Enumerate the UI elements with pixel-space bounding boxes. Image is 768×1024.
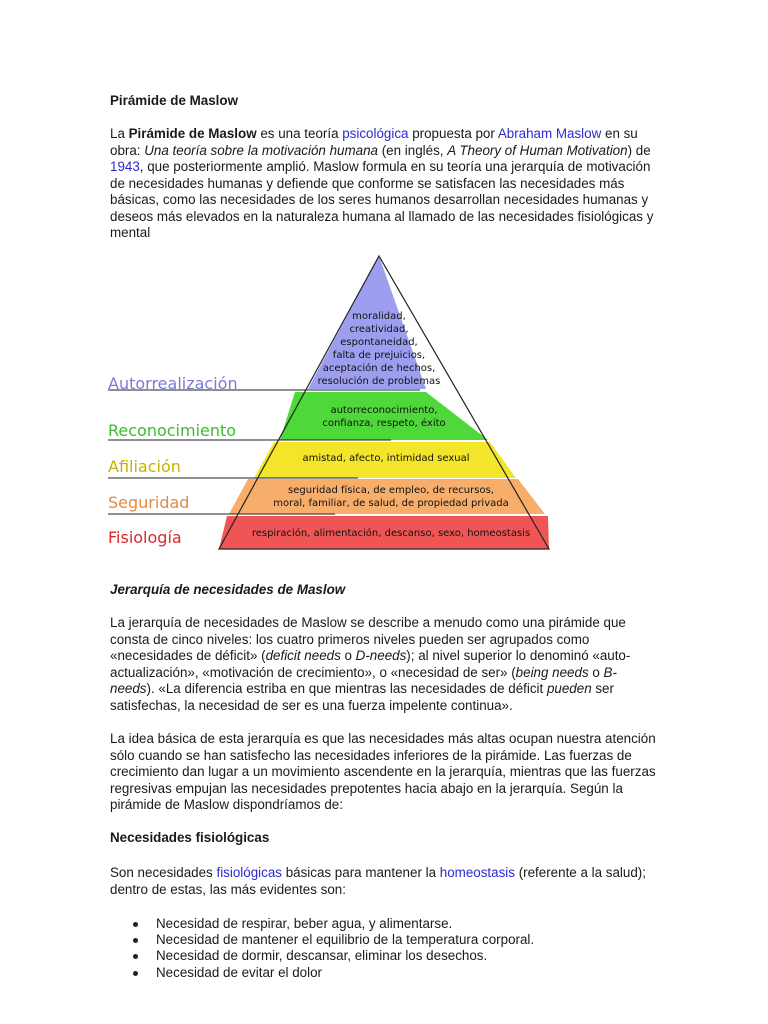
- list-item: Necesidad de respirar, beber agua, y alimentarse.: [110, 916, 658, 932]
- para-italic: D-needs: [355, 648, 407, 663]
- level-text: autorreconocimiento,: [330, 405, 438, 416]
- jerarquia-paragraph-2: La idea básica de esta jerarquía es que las necesidades más altas ocupan nuestra atención sólo cuando se han satisfecho las necesidades inferiores de la pirámide. Las fuerzas de crecimiento dan lugar a un movimiento ascendente en la jerarquía, mientras que las fuerzas regresivas empujan las necesidades prepotentes hacia abajo en la jerarquía. Según la pirámide de Maslow dispondríamos de:: [110, 731, 656, 812]
- page-title: Pirámide de Maslow: [110, 93, 238, 108]
- link-abraham-maslow[interactable]: Abraham Maslow: [497, 126, 602, 141]
- level-text: moral, familiar, de salud, de propiedad privada: [273, 498, 509, 509]
- intro-bold-term: Pirámide de Maslow: [128, 126, 257, 141]
- intro-italic-title: Una teoría sobre la motivación humana: [144, 142, 378, 158]
- level-label-fisiologia: Fisiología: [108, 528, 182, 547]
- link-1943[interactable]: 1943: [110, 159, 140, 174]
- para-italic: being needs: [515, 664, 589, 680]
- intro-text: en su obra:: [110, 126, 638, 158]
- link-fisiologicas[interactable]: fisiológicas: [216, 865, 282, 880]
- para-text: ). «La diferencia estriba en que mientras las necesidades de déficit: [146, 681, 547, 696]
- para-text: La jerarquía de necesidades de Maslow se describe a menudo como una pirámide que consta de cinco niveles: los cuatro primeros niveles pueden ser agrupados como «necesidades de déficit» (: [110, 615, 626, 663]
- section-title-jerarquia: Jerarquía de necesidades de Maslow: [110, 582, 346, 597]
- level-text: resolución de problemas: [317, 376, 441, 387]
- level-text: creatividad,: [349, 324, 409, 335]
- link-homeostasis[interactable]: homeostasis: [439, 865, 515, 880]
- para-text: ); al nivel superior lo denominó «auto-actualización», «motivación de crecimiento», o «necesidad de ser» (: [110, 648, 631, 680]
- fisiologicas-paragraph: [110, 865, 658, 898]
- list-item: Necesidad de dormir, descansar, eliminar los desechos.: [110, 948, 658, 964]
- para-text: o: [588, 664, 604, 680]
- intro-paragraph: [110, 126, 658, 242]
- para-text: básicas para mantener la: [281, 865, 440, 880]
- intro-text: propuesta por: [408, 126, 498, 141]
- level-text: moralidad,: [352, 311, 406, 322]
- para-text: Son necesidades: [110, 865, 217, 880]
- level-label-seguridad: Seguridad: [108, 493, 190, 512]
- pyramid-level-reconocimiento: [280, 392, 488, 440]
- link-psicologica[interactable]: psicológica: [342, 126, 409, 141]
- para-text: (referente a la salud); dentro de estas, las más evidentes son:: [110, 865, 646, 897]
- intro-text: ) de: [627, 142, 651, 158]
- para-italic: deficit needs: [265, 648, 341, 663]
- intro-italic-title-en: A Theory of Human Motivation: [447, 142, 628, 158]
- para-italic: B-needs: [110, 664, 617, 696]
- level-text: confianza, respeto, éxito: [322, 418, 446, 429]
- intro-text: La: [110, 126, 129, 141]
- jerarquia-paragraph-1: [110, 615, 658, 714]
- intro-text: , que posteriormente amplió. Maslow formula en su teoría una jerarquía de motivación de necesidades humanas y defiende que conforme se satisfacen las necesidades más básicas, como las necesidades de los seres humanos desarrollan necesidades humanas y deseos más elevados en la naturaleza humana al llamado de las necesidades fisiológicas y mental: [110, 159, 654, 240]
- list-item: Necesidad de mantener el equilibrio de la temperatura corporal.: [110, 932, 658, 948]
- intro-text: (en inglés,: [377, 142, 448, 158]
- needs-list: [110, 916, 658, 981]
- level-text: amistad, afecto, intimidad sexual: [302, 453, 470, 464]
- para-text: ser satisfechas, la necesidad de ser es una fuerza impelente continua».: [110, 681, 614, 713]
- level-label-reconocimiento: Reconocimiento: [108, 421, 237, 440]
- section-title-fisiologicas: Necesidades fisiológicas: [110, 830, 270, 845]
- maslow-pyramid-diagram: [108, 252, 554, 554]
- level-label-autorrealizacion: Autorrealización: [108, 374, 238, 393]
- level-text: falta de prejuicios,: [332, 350, 426, 361]
- level-text: espontaneidad,: [340, 337, 418, 348]
- para-italic: pueden: [546, 681, 592, 696]
- para-text: o: [340, 648, 356, 663]
- list-item: Necesidad de evitar el dolor: [110, 965, 658, 981]
- level-label-afiliacion: Afiliación: [108, 457, 181, 476]
- level-text: aceptación de hechos,: [322, 363, 436, 374]
- level-text: respiración, alimentación, descanso, sexo, homeostasis: [251, 528, 531, 539]
- intro-text: es una teoría: [256, 126, 343, 141]
- level-text: seguridad física, de empleo, de recursos,: [288, 485, 494, 496]
